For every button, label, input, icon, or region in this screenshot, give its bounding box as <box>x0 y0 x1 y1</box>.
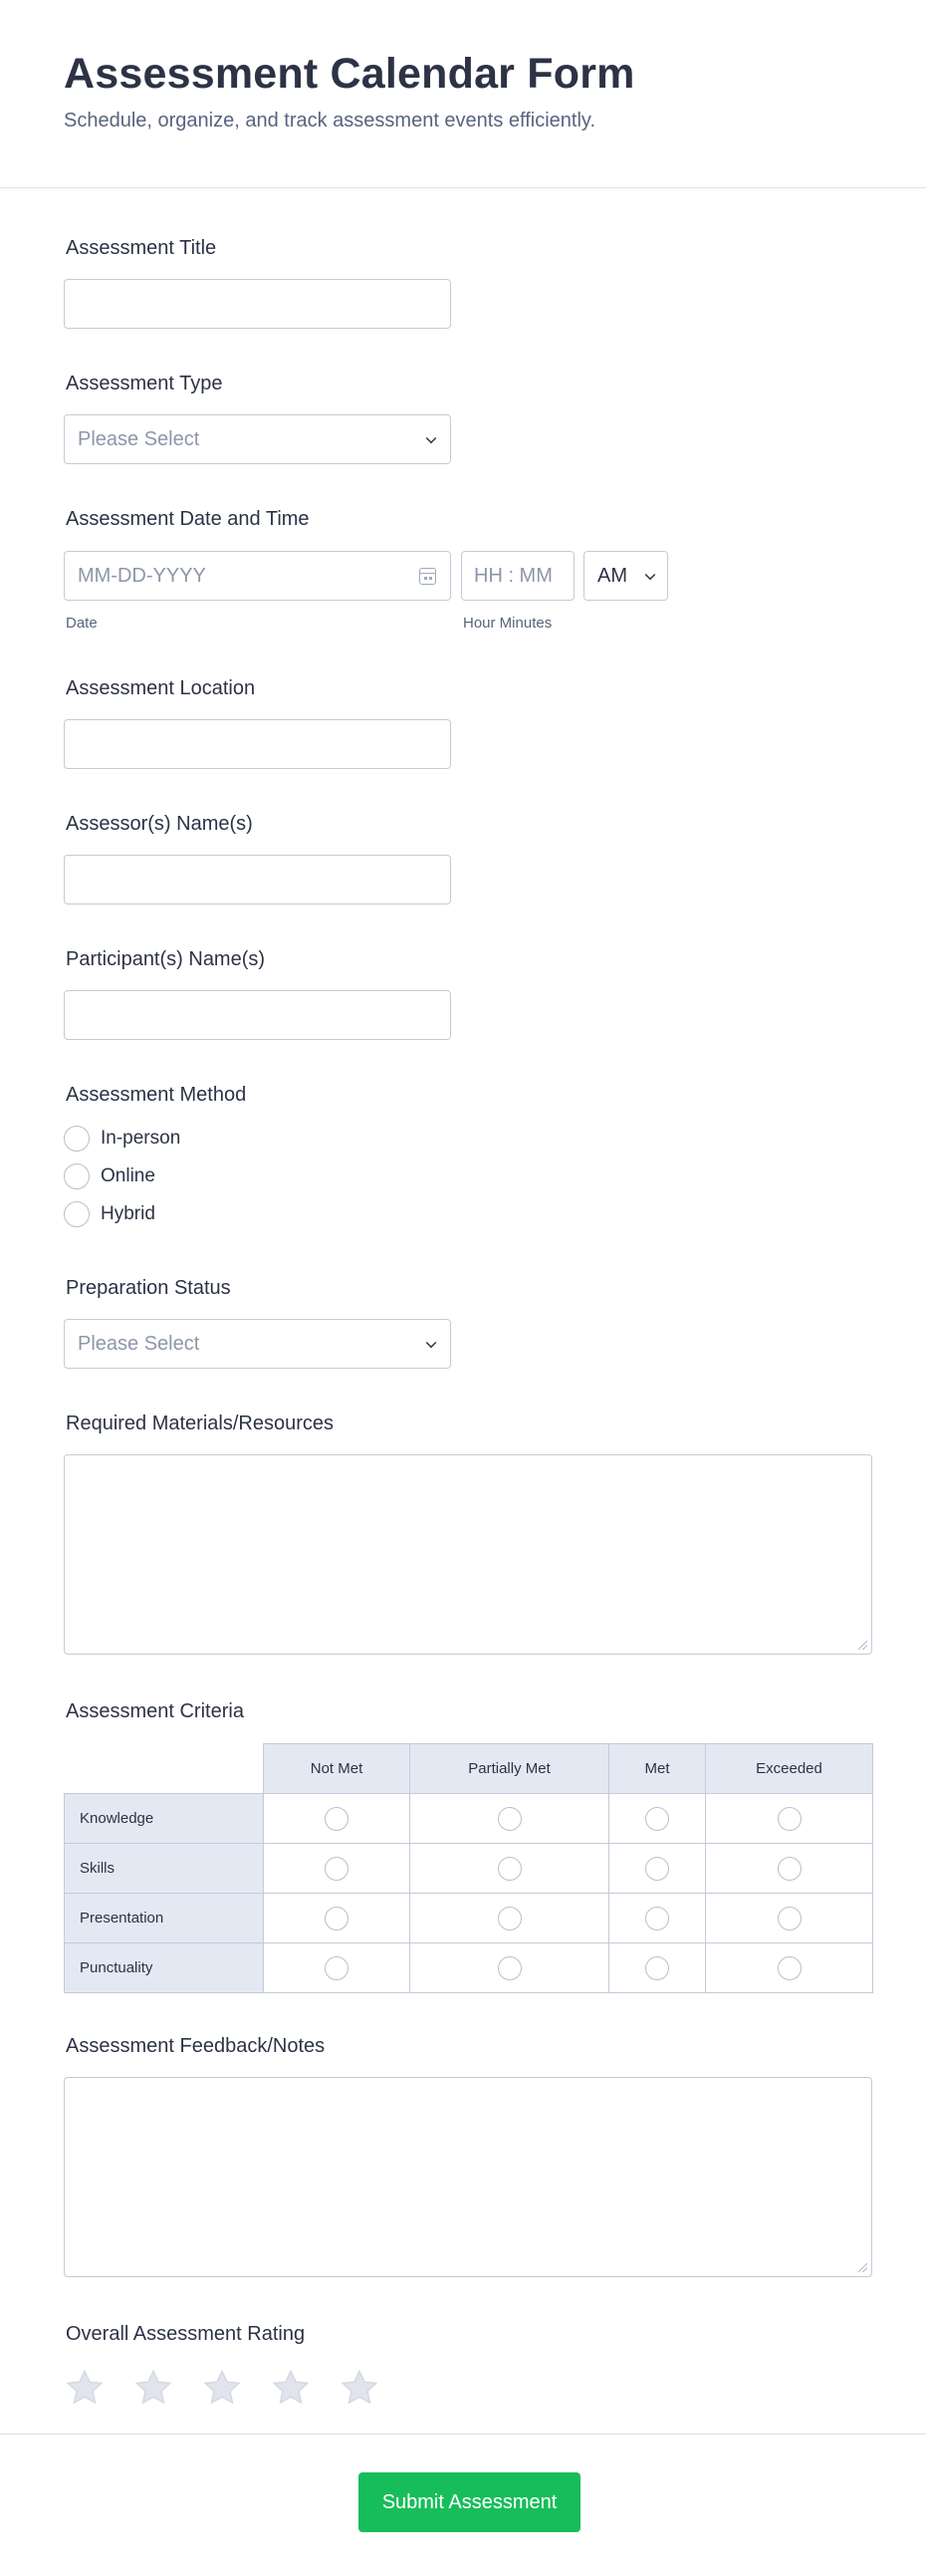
method-option-label: In-person <box>101 1128 181 1149</box>
matrix-radio[interactable] <box>645 1857 669 1881</box>
radio-button[interactable] <box>64 1126 90 1152</box>
matrix-column-header: Partially Met <box>410 1744 609 1794</box>
matrix-row <box>65 1794 873 1844</box>
form-subtitle: Schedule, organize, and track assessment events efficiently. <box>64 110 595 131</box>
matrix-row-header: Punctuality <box>65 1943 264 1993</box>
location-input[interactable] <box>64 719 451 769</box>
submit-button[interactable]: Submit Assessment <box>358 2472 580 2532</box>
materials-label: Required Materials/Resources <box>66 1413 335 1434</box>
matrix-column-header: Exceeded <box>706 1744 873 1794</box>
feedback-textarea[interactable] <box>64 2077 872 2277</box>
location-label: Assessment Location <box>66 677 256 699</box>
time-input[interactable] <box>461 551 575 601</box>
method-label: Assessment Method <box>66 1084 247 1106</box>
assessors-label: Assessor(s) Name(s) <box>66 813 253 835</box>
matrix-radio[interactable] <box>645 1907 669 1931</box>
method-option-label: Online <box>101 1165 155 1186</box>
matrix-radio[interactable] <box>645 1956 669 1980</box>
matrix-row-header: Presentation <box>65 1894 264 1943</box>
matrix-radio[interactable] <box>325 1956 348 1980</box>
matrix-row <box>65 1943 873 1993</box>
date-input[interactable] <box>64 551 451 601</box>
matrix-radio[interactable] <box>498 1807 522 1831</box>
matrix-row <box>65 1844 873 1894</box>
matrix-corner <box>65 1744 264 1794</box>
resize-handle-icon[interactable] <box>858 2263 867 2272</box>
matrix-radio[interactable] <box>498 1857 522 1881</box>
assessors-input[interactable] <box>64 855 451 904</box>
assessment-type-select[interactable] <box>64 414 451 464</box>
matrix-row <box>65 1894 873 1943</box>
chevron-down-icon <box>426 433 437 444</box>
preparation-status-placeholder: Please Select <box>78 1333 200 1355</box>
star-icon[interactable] <box>339 2367 380 2409</box>
assessment-type-label: Assessment Type <box>66 373 223 394</box>
matrix-radio[interactable] <box>778 1857 802 1881</box>
chevron-down-icon <box>645 570 656 581</box>
star-icon[interactable] <box>64 2367 106 2409</box>
preparation-status-select[interactable] <box>64 1319 451 1369</box>
criteria-matrix <box>64 1743 873 1993</box>
feedback-label: Assessment Feedback/Notes <box>66 2035 326 2057</box>
assessment-title-input[interactable] <box>64 279 451 329</box>
matrix-radio[interactable] <box>325 1807 348 1831</box>
matrix-radio[interactable] <box>645 1807 669 1831</box>
matrix-row-header: Knowledge <box>65 1794 264 1844</box>
form-footer <box>0 2434 926 2576</box>
calendar-icon[interactable] <box>419 568 436 585</box>
radio-button[interactable] <box>64 1163 90 1189</box>
assessment-title-label: Assessment Title <box>66 237 217 259</box>
form-header <box>0 0 926 188</box>
matrix-radio[interactable] <box>498 1907 522 1931</box>
participants-input[interactable] <box>64 990 451 1040</box>
star-icon[interactable] <box>201 2367 243 2409</box>
assessment-type-placeholder: Please Select <box>78 428 200 450</box>
matrix-radio[interactable] <box>778 1956 802 1980</box>
chevron-down-icon <box>426 1338 437 1349</box>
resize-handle-icon[interactable] <box>858 1641 867 1650</box>
star-icon[interactable] <box>270 2367 312 2409</box>
rating-label: Overall Assessment Rating <box>66 2323 306 2345</box>
date-placeholder: MM-DD-YYYY <box>78 565 206 587</box>
time-sublabel: Hour Minutes <box>463 615 553 632</box>
matrix-row-header: Skills <box>65 1844 264 1894</box>
matrix-column-header: Met <box>609 1744 706 1794</box>
star-icon[interactable] <box>132 2367 174 2409</box>
time-placeholder: HH : MM <box>474 565 553 587</box>
radio-button[interactable] <box>64 1201 90 1227</box>
matrix-radio[interactable] <box>325 1907 348 1931</box>
matrix-radio[interactable] <box>498 1956 522 1980</box>
materials-textarea[interactable] <box>64 1454 872 1655</box>
criteria-label: Assessment Criteria <box>66 1700 244 1722</box>
preparation-status-label: Preparation Status <box>66 1277 231 1299</box>
date-time-label: Assessment Date and Time <box>66 508 310 530</box>
date-sublabel: Date <box>66 615 98 632</box>
form-title: Assessment Calendar Form <box>64 50 635 98</box>
ampm-select[interactable] <box>583 551 668 601</box>
participants-label: Participant(s) Name(s) <box>66 948 266 970</box>
matrix-radio[interactable] <box>778 1807 802 1831</box>
matrix-radio[interactable] <box>325 1857 348 1881</box>
matrix-radio[interactable] <box>778 1907 802 1931</box>
method-option-label: Hybrid <box>101 1203 155 1224</box>
ampm-value: AM <box>597 565 627 587</box>
matrix-column-header: Not Met <box>264 1744 410 1794</box>
